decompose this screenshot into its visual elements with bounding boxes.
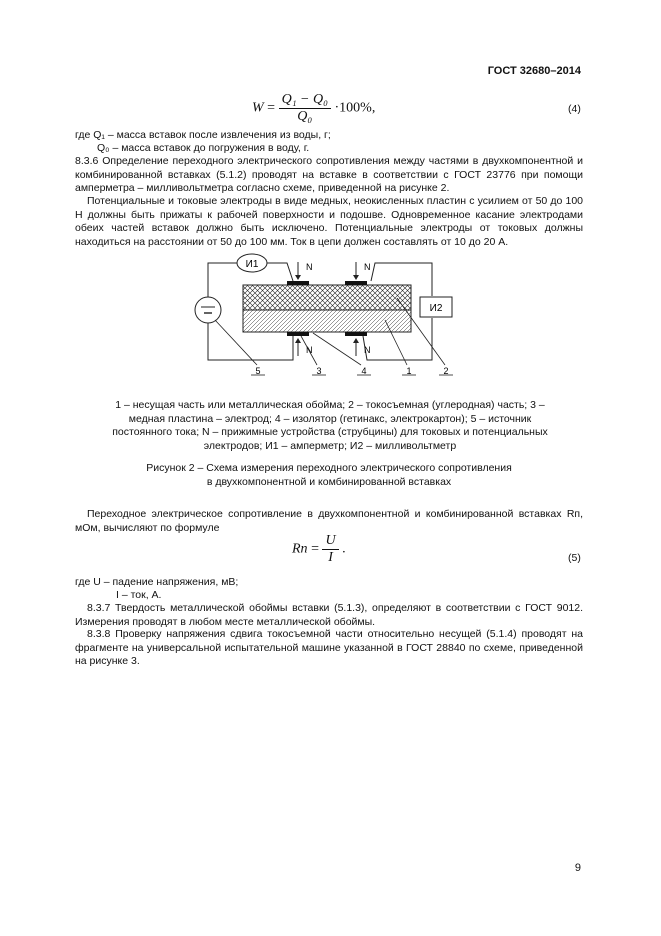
formula-4-tail: ,	[371, 100, 376, 116]
label-5: 5	[255, 366, 261, 376]
formula-4-denominator: Q₀	[297, 109, 313, 124]
formula-5-numerator: U	[322, 533, 338, 550]
paragraph-8-3-6: 8.3.6 Определение переходного электрического сопротивления между частями в двухкомпонентной и комбинированной вставках (5.1.2) проводят на вставке в соответствии с ГОСТ 23776 при помощи амперметра – милливольтметра согласно схеме, приведенной на рисунке 2.	[75, 155, 583, 195]
formula-4: W = $\frac{\text{Q₁ − Q₀}}{\text{Q₀}}$ ·100%,	[252, 92, 376, 124]
where-5-line1: где U – падение напряжения, мВ;	[75, 576, 239, 588]
where-4-line2: Q₀ – масса вставок до погружения в воду, г.	[97, 142, 310, 154]
formula-5-denominator: I	[328, 550, 333, 565]
formula-5-fraction	[322, 533, 338, 566]
paragraph-electrodes: Потенциальные и токовые электроды в виде медных, неокисленных пластин с усилием от 50 до 100 Н должны быть прижаты к рабочей поверхности и подошве. Одновременное касание электродами обеих частей вставок должно быть исключено. Потенциальные электроды от токовых должны находиться на расстоянии от 50 до 100 мм. Ток в цепи должен составлять от 10 до 20 А.	[75, 195, 583, 248]
formula-5-number: (5)	[568, 552, 581, 564]
power-source-icon	[195, 297, 221, 323]
force-arrow-icon	[295, 275, 301, 280]
label-2: 2	[443, 366, 449, 376]
force-label-1: N	[306, 262, 313, 272]
electrode-bottom-left	[287, 332, 309, 336]
paragraph-8-3-7: 8.3.7 Твердость металлической обоймы вставки (5.1.3), определяют в соответствии с ГОСТ 9012. Измерения проводят в любом месте металлической обоймы.	[75, 602, 583, 628]
force-arrow-icon	[295, 338, 301, 343]
where-5-line2: I – ток, А.	[116, 589, 162, 601]
label-3: 3	[316, 366, 322, 376]
force-arrow-icon	[353, 338, 359, 343]
ammeter-label: И1	[245, 259, 259, 270]
figure-legend: 1 – несущая часть или металлическая обойма; 2 – токосъемная (углеродная) часть; 3 – медная пластина – электрод; 4 – изолятор (гетинакс, электрокартон); 5 – источник постоянного тока; N – прижимные устройства (струбцины) для токовых и потенциальных электродов; И1 – амперметр; И2 – милливольтметр	[112, 399, 548, 452]
electrode-top-left	[287, 281, 309, 285]
label-1: 1	[406, 366, 412, 376]
figure-caption-line1: Рисунок 2 – Схема измерения переходного электрического сопротивления	[146, 462, 512, 474]
figure-2-diagram	[175, 248, 475, 383]
formula-5-lhs: Rп	[292, 541, 308, 557]
wire-left-top	[208, 263, 237, 298]
force-label-4: N	[364, 345, 371, 355]
label-4: 4	[361, 366, 367, 376]
electrode-bottom-right	[345, 332, 367, 336]
standard-header: ГОСТ 32680–2014	[487, 65, 581, 77]
paragraph-resistance: Переходное электрическое сопротивление в двухкомпонентной и комбинированной вставках Rп, мОм, вычисляют по формуле	[75, 508, 583, 534]
force-label-3: N	[306, 345, 313, 355]
formula-4-rest: ·100%	[334, 100, 372, 116]
formula-4-fraction	[279, 92, 331, 125]
force-arrow-icon	[353, 275, 359, 280]
electrode-top-right	[345, 281, 367, 285]
formula-4-lhs: W	[252, 100, 264, 116]
formula-5-tail: .	[342, 541, 346, 557]
page-number: 9	[574, 862, 581, 874]
formula-4-numerator: Q₁ − Q₀	[279, 92, 331, 109]
current-collector-part	[243, 285, 411, 310]
formula-5: Rп = $\frac{U}{I}$ .	[292, 533, 346, 565]
paragraph-8-3-8: 8.3.8 Проверку напряжения сдвига токосъемной части относительно несущей (5.1.4) проводят на фрагменте на универсальной испытательной машине указанной в ГОСТ 28840 по схеме, приведенной на рисунке 3.	[75, 628, 583, 668]
where-4-line1: где Q₁ – масса вставок после извлечения из воды, г;	[75, 129, 331, 141]
millivoltmeter-label: И2	[429, 303, 443, 314]
wire-i1-electrode	[267, 263, 293, 281]
force-label-2: N	[364, 262, 371, 272]
figure-caption-line2: в двухкомпонентной и комбинированной вставках	[206, 476, 452, 488]
formula-4-number: (4)	[568, 103, 581, 115]
